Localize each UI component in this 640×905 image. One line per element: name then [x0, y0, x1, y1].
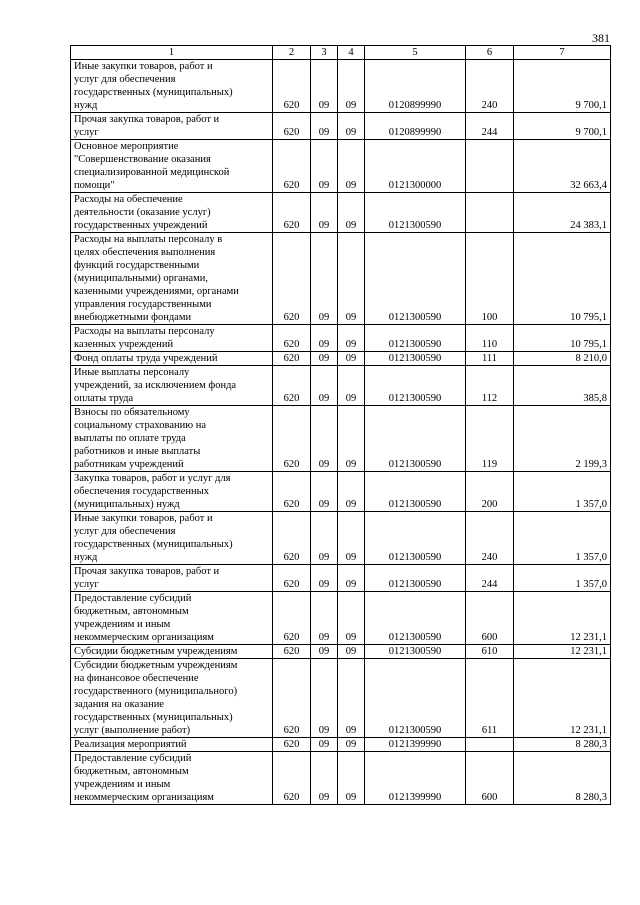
row-name-cell: Расходы на обеспечение деятельности (оказание услуг) государственных учреждений [71, 193, 273, 233]
row-code-cell: 620 [273, 60, 311, 113]
row-code-cell: 620 [273, 645, 311, 659]
row-name-cell: Иные закупки товаров, работ и услуг для обеспечения государственных (муниципальных) нужд [71, 60, 273, 113]
row-amount-cell: 1 357,0 [514, 472, 611, 512]
row-name-cell: Закупка товаров, работ и услуг для обеспечения государственных (муниципальных) нужд [71, 472, 273, 512]
row-name-cell: Иные закупки товаров, работ и услуг для обеспечения государственных (муниципальных) нужд [71, 512, 273, 565]
row-target-cell: 0121300000 [365, 140, 466, 193]
column-header: 3 [311, 46, 338, 60]
row-amount-cell: 8 210,0 [514, 352, 611, 366]
row-type-cell [466, 738, 514, 752]
row-section-cell: 09 [311, 752, 338, 805]
row-type-cell [466, 193, 514, 233]
table-row [71, 140, 611, 193]
row-type-cell: 110 [466, 325, 514, 352]
column-header: 7 [514, 46, 611, 60]
row-code-cell: 620 [273, 565, 311, 592]
row-code-cell: 620 [273, 738, 311, 752]
row-subsection-cell: 09 [338, 752, 365, 805]
column-header: 4 [338, 46, 365, 60]
row-subsection-cell: 09 [338, 193, 365, 233]
row-subsection-cell: 09 [338, 325, 365, 352]
row-amount-cell: 32 663,4 [514, 140, 611, 193]
row-target-cell: 0120899990 [365, 113, 466, 140]
row-subsection-cell: 09 [338, 60, 365, 113]
row-type-cell: 112 [466, 366, 514, 406]
column-header: 1 [71, 46, 273, 60]
row-section-cell: 09 [311, 366, 338, 406]
table-row [71, 406, 611, 472]
row-name-cell: Реализация мероприятий [71, 738, 273, 752]
row-subsection-cell: 09 [338, 352, 365, 366]
row-type-cell: 240 [466, 60, 514, 113]
row-section-cell: 09 [311, 193, 338, 233]
row-name-cell: Фонд оплаты труда учреждений [71, 352, 273, 366]
table-row [71, 233, 611, 325]
row-type-cell: 610 [466, 645, 514, 659]
row-subsection-cell: 09 [338, 233, 365, 325]
table-body [71, 60, 611, 805]
row-section-cell: 09 [311, 140, 338, 193]
row-type-cell: 200 [466, 472, 514, 512]
column-header: 5 [365, 46, 466, 60]
row-subsection-cell: 09 [338, 645, 365, 659]
column-header: 6 [466, 46, 514, 60]
row-name-cell: Предоставление субсидий бюджетным, автономным учреждениям и иным некоммерческим организациям [71, 592, 273, 645]
row-section-cell: 09 [311, 512, 338, 565]
row-code-cell: 620 [273, 472, 311, 512]
row-name-cell: Прочая закупка товаров, работ и услуг [71, 565, 273, 592]
row-code-cell: 620 [273, 352, 311, 366]
row-section-cell: 09 [311, 352, 338, 366]
column-header: 2 [273, 46, 311, 60]
row-section-cell: 09 [311, 738, 338, 752]
table-row [71, 193, 611, 233]
row-name-cell: Основное мероприятие "Совершенствование оказания специализированной медицинской помощи" [71, 140, 273, 193]
table-row [71, 752, 611, 805]
row-target-cell: 0121300590 [365, 565, 466, 592]
row-target-cell: 0121300590 [365, 193, 466, 233]
row-target-cell: 0121300590 [365, 406, 466, 472]
table-row [71, 352, 611, 366]
row-name-cell: Субсидии бюджетным учреждениям на финансовое обеспечение государственного (муниципального) задания на оказание государственных (муниципальных) услуг (выполнение работ) [71, 659, 273, 738]
row-type-cell [466, 140, 514, 193]
row-code-cell: 620 [273, 140, 311, 193]
row-name-cell: Иные выплаты персоналу учреждений, за исключением фонда оплаты труда [71, 366, 273, 406]
row-code-cell: 620 [273, 113, 311, 140]
table-row [71, 565, 611, 592]
row-amount-cell: 12 231,1 [514, 645, 611, 659]
row-amount-cell: 12 231,1 [514, 592, 611, 645]
table-row [71, 738, 611, 752]
row-section-cell: 09 [311, 592, 338, 645]
row-section-cell: 09 [311, 565, 338, 592]
row-name-cell: Предоставление субсидий бюджетным, автономным учреждениям и иным некоммерческим организациям [71, 752, 273, 805]
row-section-cell: 09 [311, 60, 338, 113]
row-section-cell: 09 [311, 113, 338, 140]
row-target-cell: 0121300590 [365, 366, 466, 406]
budget-table [70, 45, 611, 805]
row-target-cell: 0121300590 [365, 325, 466, 352]
row-amount-cell: 24 383,1 [514, 193, 611, 233]
row-type-cell: 244 [466, 113, 514, 140]
row-type-cell: 111 [466, 352, 514, 366]
row-subsection-cell: 09 [338, 738, 365, 752]
row-amount-cell: 10 795,1 [514, 233, 611, 325]
row-target-cell: 0121300590 [365, 659, 466, 738]
row-code-cell: 620 [273, 512, 311, 565]
row-type-cell: 100 [466, 233, 514, 325]
row-amount-cell: 1 357,0 [514, 512, 611, 565]
row-type-cell: 240 [466, 512, 514, 565]
row-code-cell: 620 [273, 752, 311, 805]
row-amount-cell: 2 199,3 [514, 406, 611, 472]
row-amount-cell: 1 357,0 [514, 565, 611, 592]
row-section-cell: 09 [311, 325, 338, 352]
row-subsection-cell: 09 [338, 659, 365, 738]
row-target-cell: 0121300590 [365, 645, 466, 659]
row-subsection-cell: 09 [338, 140, 365, 193]
table-header-row [71, 46, 611, 60]
row-code-cell: 620 [273, 406, 311, 472]
row-code-cell: 620 [273, 366, 311, 406]
row-name-cell: Взносы по обязательному социальному страхованию на выплаты по оплате труда работников и иные выплаты работникам учреждений [71, 406, 273, 472]
row-subsection-cell: 09 [338, 592, 365, 645]
row-subsection-cell: 09 [338, 366, 365, 406]
row-name-cell: Субсидии бюджетным учреждениям [71, 645, 273, 659]
table-row [71, 325, 611, 352]
page-number: 381 [592, 31, 610, 45]
table-row [71, 645, 611, 659]
row-name-cell: Прочая закупка товаров, работ и услуг [71, 113, 273, 140]
table-row [71, 60, 611, 113]
row-type-cell: 600 [466, 592, 514, 645]
row-amount-cell: 9 700,1 [514, 113, 611, 140]
row-target-cell: 0121300590 [365, 472, 466, 512]
row-target-cell: 0121399990 [365, 738, 466, 752]
row-section-cell: 09 [311, 406, 338, 472]
row-code-cell: 620 [273, 592, 311, 645]
row-name-cell: Расходы на выплаты персоналу в целях обеспечения выполнения функций государственными (муниципальными) органами, казенными учреждениями, органами управления государственными внебюджетными фондами [71, 233, 273, 325]
table-row [71, 659, 611, 738]
table-row [71, 592, 611, 645]
row-target-cell: 0121399990 [365, 752, 466, 805]
row-section-cell: 09 [311, 645, 338, 659]
row-type-cell: 119 [466, 406, 514, 472]
row-subsection-cell: 09 [338, 113, 365, 140]
row-section-cell: 09 [311, 659, 338, 738]
row-target-cell: 0120899990 [365, 60, 466, 113]
table-row [71, 512, 611, 565]
row-subsection-cell: 09 [338, 406, 365, 472]
row-code-cell: 620 [273, 193, 311, 233]
row-amount-cell: 9 700,1 [514, 60, 611, 113]
table-row [71, 113, 611, 140]
row-subsection-cell: 09 [338, 512, 365, 565]
row-subsection-cell: 09 [338, 472, 365, 512]
row-amount-cell: 10 795,1 [514, 325, 611, 352]
table-row [71, 472, 611, 512]
row-target-cell: 0121300590 [365, 592, 466, 645]
row-target-cell: 0121300590 [365, 352, 466, 366]
row-section-cell: 09 [311, 233, 338, 325]
row-subsection-cell: 09 [338, 565, 365, 592]
row-target-cell: 0121300590 [365, 233, 466, 325]
table-row [71, 366, 611, 406]
row-type-cell: 244 [466, 565, 514, 592]
row-section-cell: 09 [311, 472, 338, 512]
row-type-cell: 600 [466, 752, 514, 805]
row-amount-cell: 8 280,3 [514, 752, 611, 805]
row-code-cell: 620 [273, 659, 311, 738]
row-code-cell: 620 [273, 233, 311, 325]
row-amount-cell: 385,8 [514, 366, 611, 406]
row-target-cell: 0121300590 [365, 512, 466, 565]
row-type-cell: 611 [466, 659, 514, 738]
row-amount-cell: 12 231,1 [514, 659, 611, 738]
row-code-cell: 620 [273, 325, 311, 352]
row-amount-cell: 8 280,3 [514, 738, 611, 752]
row-name-cell: Расходы на выплаты персоналу казенных учреждений [71, 325, 273, 352]
